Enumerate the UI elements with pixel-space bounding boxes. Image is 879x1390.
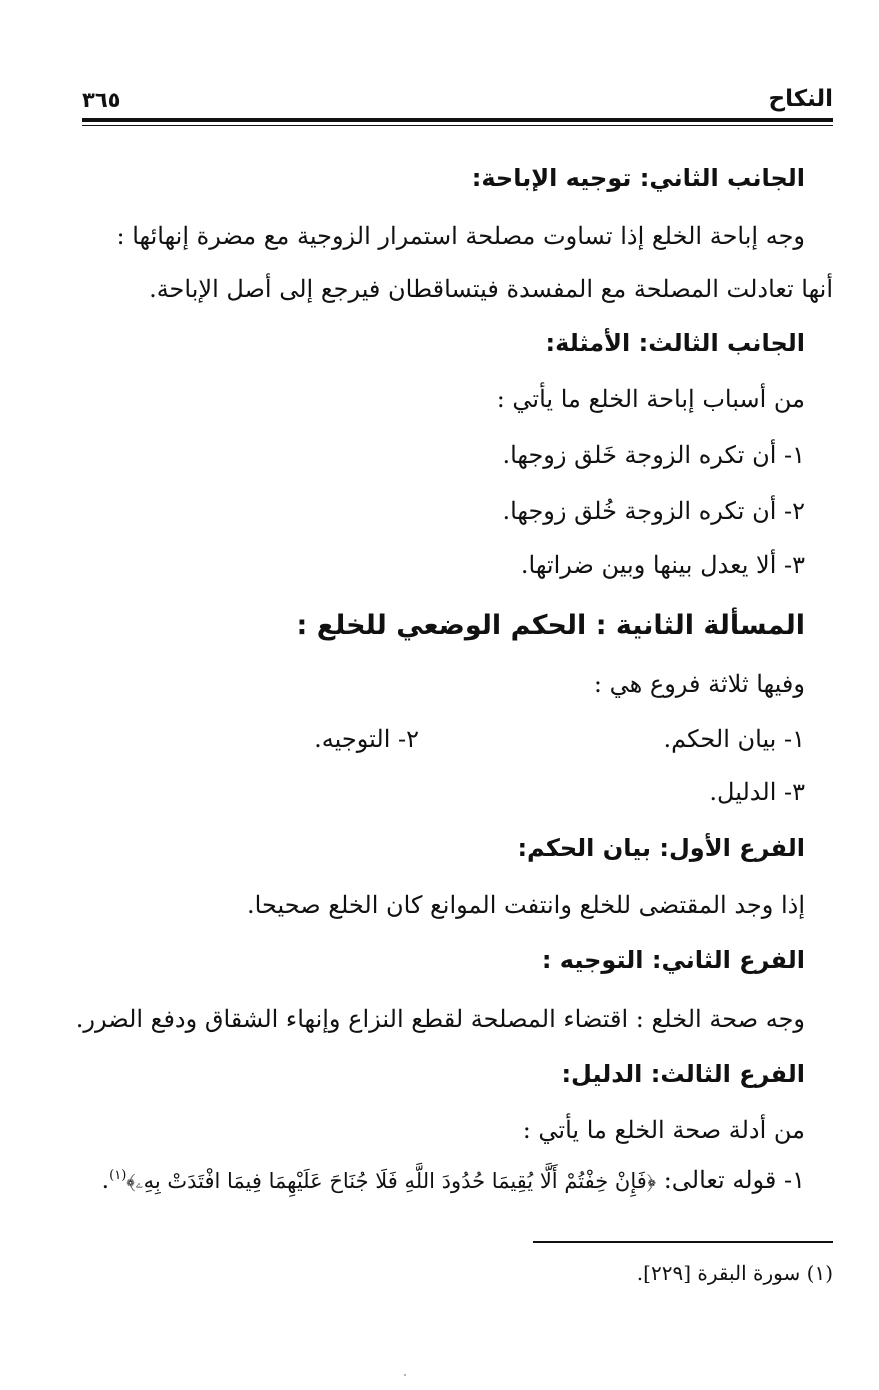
section-heading-permissibility-reasoning: الجانب الثاني: توجيه الإباحة:: [471, 164, 805, 192]
list-item: ٣- ألا يعدل بينها وبين ضراتها.: [520, 551, 805, 579]
paragraph-line: إذا وجد المقتضى للخلع وانتفت الموانع كان الخلع صحيحا.: [247, 891, 805, 919]
page-header: [82, 82, 833, 126]
header-rule-thin: [82, 125, 833, 126]
header-rule-thick: [82, 118, 833, 122]
footnote: (١) سورة البقرة [٢٢٩].: [636, 1261, 833, 1285]
evidence-item: [102, 1163, 806, 1198]
paragraph-line: وجه صحة الخلع : اقتضاء المصلحة لقطع النزاع وإنهاء الشقاق ودفع الضرر.: [75, 1005, 805, 1033]
issue-heading-declaratory-ruling: المسألة الثانية : الحكم الوضعي للخلع :: [296, 610, 805, 641]
footnote-separator: [533, 1241, 833, 1243]
paragraph-line: وفيها ثلاثة فروع هي :: [593, 670, 805, 698]
paragraph-line: من أدلة صحة الخلع ما يأتي :: [522, 1116, 805, 1144]
page-number: ٣٦٥: [82, 88, 121, 112]
section-heading-examples: الجانب الثالث: الأمثلة:: [545, 329, 805, 357]
footnote-reference: (١): [109, 1168, 127, 1183]
evidence-intro: ١- قوله تعالى:: [663, 1166, 805, 1194]
paragraph-line: وجه إباحة الخلع إذا تساوت مصلحة استمرار الزوجية مع مضرة إنهائها :: [116, 222, 805, 250]
branch-heading-ruling: الفرع الأول: بيان الحكم:: [517, 834, 805, 862]
list-item: ١- بيان الحكم.: [663, 725, 805, 753]
sentence-end: .: [101, 1166, 110, 1194]
quran-verse: ﴿فَإِنْ خِفْتُمْ أَلَّا يُقِيمَا حُدُودَ اللَّهِ فَلَا جُنَاحَ عَلَيْهِمَا فِيمَا افْتَدَتْ بِهِۦ﴾: [126, 1169, 657, 1193]
branch-heading-reasoning: الفرع الثاني: التوجيه :: [541, 946, 805, 974]
paragraph-line: أنها تعادلت المصلحة مع المفسدة فيتساقطان فيرجع إلى أصل الإباحة.: [149, 275, 833, 303]
scan-speck: [404, 1374, 406, 1376]
branch-heading-evidence: الفرع الثالث: الدليل:: [561, 1060, 805, 1088]
running-title: النكاح: [768, 86, 833, 112]
list-item: ٢- التوجيه.: [314, 725, 419, 753]
list-item: ١- أن تكره الزوجة خَلق زوجها.: [502, 441, 805, 469]
list-item: ٢- أن تكره الزوجة خُلق زوجها.: [502, 497, 805, 525]
paragraph-line: من أسباب إباحة الخلع ما يأتي :: [496, 385, 805, 413]
list-item: ٣- الدليل.: [709, 778, 805, 806]
